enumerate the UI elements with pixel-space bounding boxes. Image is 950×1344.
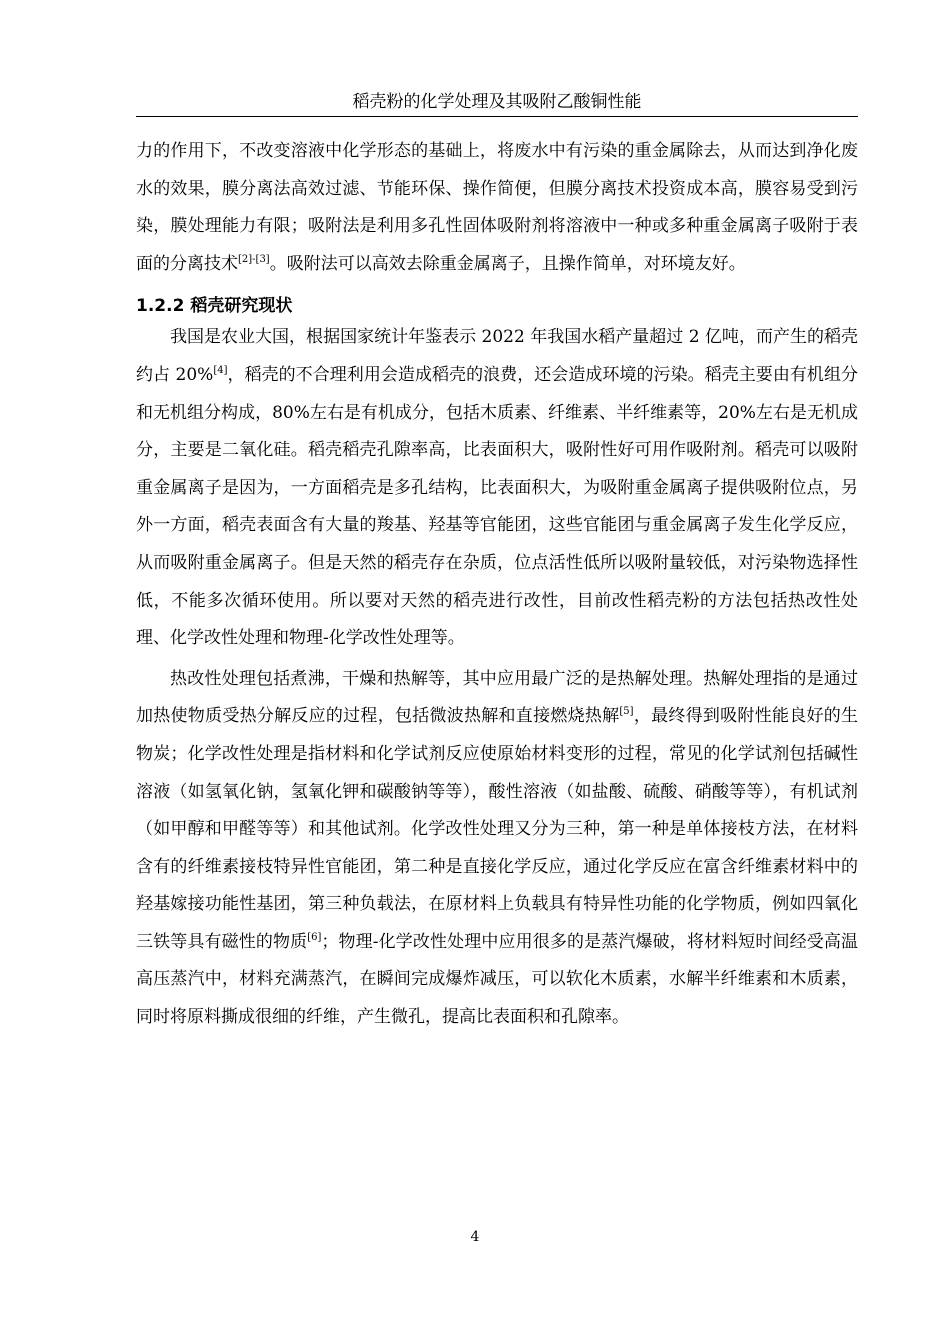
paragraph (136, 319, 858, 657)
paragraph-text: 我国是农业大国，根据国家统计年鉴表示 2022 年我国水稻产量超过 2 亿吨，而产生的稻壳约占 20% (136, 327, 858, 385)
body-text (136, 133, 858, 1037)
citation: [2]-[3] (238, 253, 270, 265)
citation: [4] (213, 364, 228, 376)
section-heading (136, 293, 858, 319)
section-number: 1.2.2 (136, 296, 185, 317)
page-number: 4 (470, 1229, 480, 1245)
running-header: 稻壳粉的化学处理及其吸附乙酸铜性能 (352, 92, 642, 112)
paragraph-text: ，最终得到吸附性能良好的生物炭；化学改性处理是指材料和化学试剂反应使原始材料变形的过程，常见的化学试剂包括碱性溶液（如氢氧化钠，氢氧化钾和碳酸钠等等），酸性溶液（如盐酸、硫酸、硝酸等等），有机试剂（如甲醇和甲醛等等）和其他试剂。化学改性处理又分为三种，第一种是单体接枝方法，在材料含有的纤维素接枝特异性官能团，第二种是直接化学反应，通过化学反应在富含纤维素材料中的羟基嫁接功能性基团，第三种负载法，在原材料上负载具有特异性功能的化学物质，例如四氧化三铁等具有磁性的物质 (136, 706, 859, 952)
paragraph-intro (136, 133, 858, 283)
citation: [5] (619, 706, 634, 718)
paragraph (136, 661, 858, 1037)
paragraph-text: 力的作用下，不改变溶液中化学形态的基础上，将废水中有污染的重金属除去，从而达到净化废水的效果，膜分离法高效过滤、节能环保、操作简便，但膜分离技术投资成本高，膜容易受到污染，膜处理能力有限；吸附法是利用多孔性固体吸附剂将溶液中一种或多种重金属离子吸附于表面的分离技术 (136, 141, 858, 274)
paragraph-text: 。吸附法可以高效去除重金属离子，且操作简单，对环境友好。 (269, 253, 746, 274)
header-rule (136, 116, 858, 117)
paragraph-text: ；物理-化学改性处理中应用很多的是蒸汽爆破，将材料短时间经受高温高压蒸汽中，材料充满蒸汽，在瞬间完成爆炸减压，可以软化木质素，水解半纤维素和木质素，同时将原料撕成很细的纤维，产生微孔，提高比表面积和孔隙率。 (136, 931, 859, 1028)
paragraph-text: ，稻壳的不合理利用会造成稻壳的浪费，还会造成环境的污染。稻壳主要由有机组分和无机组分构成，80%左右是有机成分，包括木质素、纤维素、半纤维素等，20%左右是无机成分，主要是二氧化硅。稻壳稻壳孔隙率高，比表面积大，吸附性好可用作吸附剂。稻壳可以吸附重金属离子是因为，一方面稻壳是多孔结构，比表面积大，为吸附重金属离子提供吸附位点，另外一方面，稻壳表面含有大量的羧基、羟基等官能团，这些官能团与重金属离子发生化学反应，从而吸附重金属离子。但是天然的稻壳存在杂质，位点活性低所以吸附量较低，对污染物选择性低，不能多次循环使用。所以要对天然的稻壳进行改性，目前改性稻壳粉的方法包括热改性处理、化学改性处理和物理-化学改性处理等。 (136, 364, 858, 649)
section-title: 稻壳研究现状 (190, 296, 293, 317)
paragraph-text: 热改性处理包括煮沸，干燥和热解等，其中应用最广泛的是热解处理。热解处理指的是通过加热使物质受热分解反应的过程，包括微波热解和直接燃烧热解 (136, 668, 858, 727)
citation: [6] (307, 931, 322, 943)
